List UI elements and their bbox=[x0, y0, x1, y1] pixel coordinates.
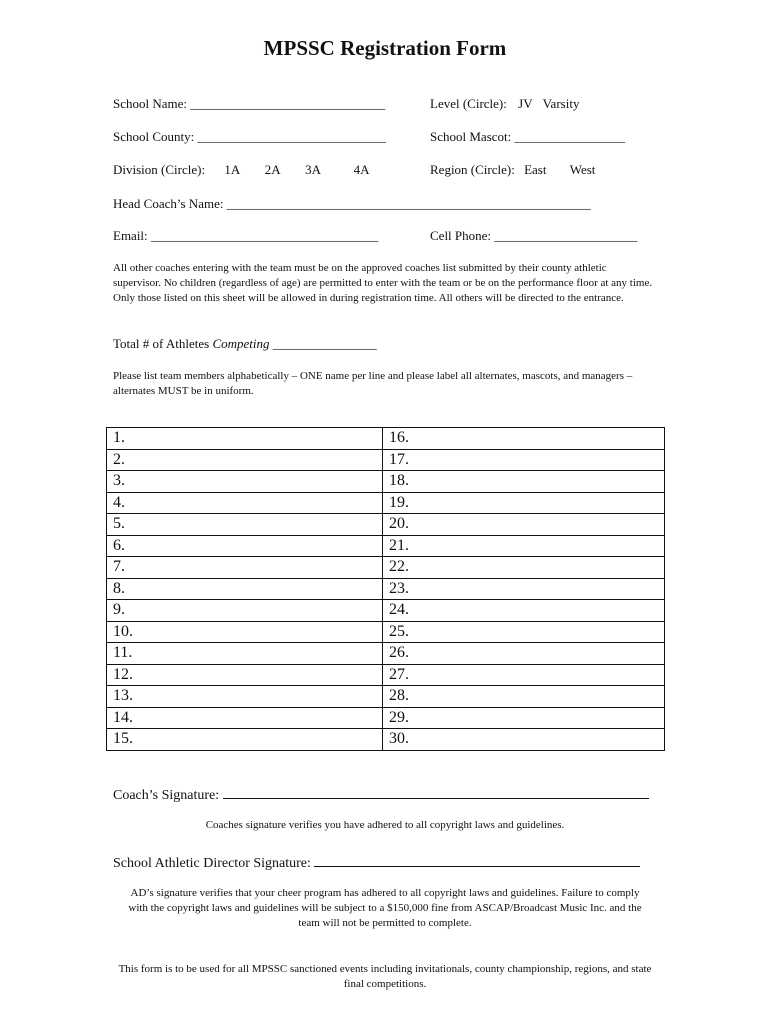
division-field[interactable] bbox=[113, 162, 369, 178]
page-title: MPSSC Registration Form bbox=[263, 36, 507, 60]
region-option-west[interactable]: West bbox=[569, 162, 596, 177]
cell-phone-field[interactable]: Cell Phone: ______________________ bbox=[430, 228, 638, 243]
level-option-varsity[interactable]: Varsity bbox=[542, 96, 580, 111]
roster-entry[interactable]: 8. bbox=[107, 578, 383, 600]
roster-entry[interactable]: 7. bbox=[107, 557, 383, 579]
roster-row bbox=[107, 557, 665, 579]
division-option-4a[interactable]: 4A bbox=[353, 162, 370, 177]
roster-entry[interactable]: 16. bbox=[383, 428, 665, 450]
roster-entry[interactable]: 2. bbox=[107, 449, 383, 471]
ad-signature-field[interactable] bbox=[113, 852, 640, 872]
roster-entry[interactable]: 6. bbox=[107, 535, 383, 557]
roster-entry[interactable]: 15. bbox=[107, 729, 383, 751]
roster-row bbox=[107, 600, 665, 622]
coach-signature-label: Coach’s Signature: bbox=[113, 788, 223, 803]
roster-row bbox=[107, 492, 665, 514]
roster-entry[interactable]: 12. bbox=[107, 664, 383, 686]
roster-row bbox=[107, 664, 665, 686]
roster-entry[interactable]: 20. bbox=[383, 514, 665, 536]
roster-entry[interactable]: 5. bbox=[107, 514, 383, 536]
ad-signature-label: School Athletic Director Signature: bbox=[113, 856, 315, 871]
ad-signature-note: AD’s signature verifies that your cheer program has adhered to all copyright laws and guidelines. Failure to comply with the copyright laws and guidelines will be subject to a $150,000 fine from ASCAP/Broadcast Music Inc. and the team will not be permitted to complete. bbox=[128, 887, 642, 929]
coach-signature-field[interactable] bbox=[113, 784, 649, 804]
level-option-jv[interactable]: JV bbox=[518, 96, 533, 111]
roster-row bbox=[107, 643, 665, 665]
roster-row bbox=[107, 578, 665, 600]
roster-entry[interactable]: 23. bbox=[383, 578, 665, 600]
roster-entry[interactable]: 1. bbox=[107, 428, 383, 450]
coach-signature-note: Coaches signature verifies you have adhered to all copyright laws and guidelines. bbox=[205, 819, 565, 831]
head-coach-field[interactable]: Head Coach’s Name: ________________________________________________________ bbox=[113, 196, 591, 211]
region-option-east[interactable]: East bbox=[524, 162, 547, 177]
roster-row bbox=[107, 729, 665, 751]
list-instructions: Please list team members alphabetically – ONE name per line and please label all alternates, mascots, and managers – alternates MUST be in uniform. bbox=[113, 370, 633, 397]
roster-entry[interactable]: 21. bbox=[383, 535, 665, 557]
roster-entry[interactable]: 14. bbox=[107, 707, 383, 729]
roster-row bbox=[107, 707, 665, 729]
roster-row bbox=[107, 535, 665, 557]
school-mascot-field[interactable]: School Mascot: _________________ bbox=[430, 129, 625, 144]
roster-row bbox=[107, 471, 665, 493]
division-option-1a[interactable]: 1A bbox=[224, 162, 240, 177]
roster-entry[interactable]: 9. bbox=[107, 600, 383, 622]
level-label: Level (Circle): bbox=[430, 96, 507, 111]
footer-note: This form is to be used for all MPSSC sanctioned events including invitationals, county championship, regions, and state final competitions. bbox=[118, 963, 652, 990]
coaches-notice: All other coaches entering with the team must be on the approved coaches list submitted by their county athletic supervisor. No children (regardless of age) are permitted to enter with the team or be on the performance floor at any time. Only those listed on this sheet will be allowed in during registration time. All others will be directed to the entrance. bbox=[113, 262, 653, 304]
roster-row bbox=[107, 686, 665, 708]
roster-entry[interactable]: 26. bbox=[383, 643, 665, 665]
total-athletes-blank[interactable]: ________________ bbox=[269, 336, 377, 351]
roster-entry[interactable]: 28. bbox=[383, 686, 665, 708]
roster-row bbox=[107, 621, 665, 643]
division-label: Division (Circle): bbox=[113, 162, 206, 177]
roster-row bbox=[107, 449, 665, 471]
roster-entry[interactable]: 29. bbox=[383, 707, 665, 729]
roster-entry[interactable]: 10. bbox=[107, 621, 383, 643]
roster-entry[interactable]: 3. bbox=[107, 471, 383, 493]
total-athletes-field[interactable] bbox=[113, 336, 377, 352]
roster-entry[interactable]: 25. bbox=[383, 621, 665, 643]
region-field[interactable] bbox=[430, 162, 595, 178]
roster-entry[interactable]: 4. bbox=[107, 492, 383, 514]
level-field[interactable] bbox=[430, 96, 579, 112]
total-athletes-label: Total # of Athletes bbox=[113, 336, 213, 351]
roster-row bbox=[107, 514, 665, 536]
roster-entry[interactable]: 11. bbox=[107, 643, 383, 665]
school-county-field[interactable]: School County: _____________________________ bbox=[113, 129, 387, 144]
division-option-3a[interactable]: 3A bbox=[305, 162, 321, 177]
roster-entry[interactable]: 19. bbox=[383, 492, 665, 514]
roster-entry[interactable]: 30. bbox=[383, 729, 665, 751]
ad-signature-line[interactable] bbox=[314, 852, 640, 867]
region-label: Region (Circle): bbox=[430, 162, 515, 177]
roster-row bbox=[107, 428, 665, 450]
school-name-field[interactable]: School Name: ______________________________ bbox=[113, 96, 386, 111]
roster-entry[interactable]: 22. bbox=[383, 557, 665, 579]
roster-entry[interactable]: 27. bbox=[383, 664, 665, 686]
coach-signature-line[interactable] bbox=[223, 784, 649, 799]
roster-table bbox=[106, 427, 665, 751]
total-athletes-competing: Competing bbox=[212, 336, 270, 351]
roster-entry[interactable]: 24. bbox=[383, 600, 665, 622]
roster-entry[interactable]: 18. bbox=[383, 471, 665, 493]
roster-entry[interactable]: 13. bbox=[107, 686, 383, 708]
roster-entry[interactable]: 17. bbox=[383, 449, 665, 471]
email-field[interactable]: Email: ___________________________________ bbox=[113, 228, 379, 243]
division-option-2a[interactable]: 2A bbox=[264, 162, 280, 177]
